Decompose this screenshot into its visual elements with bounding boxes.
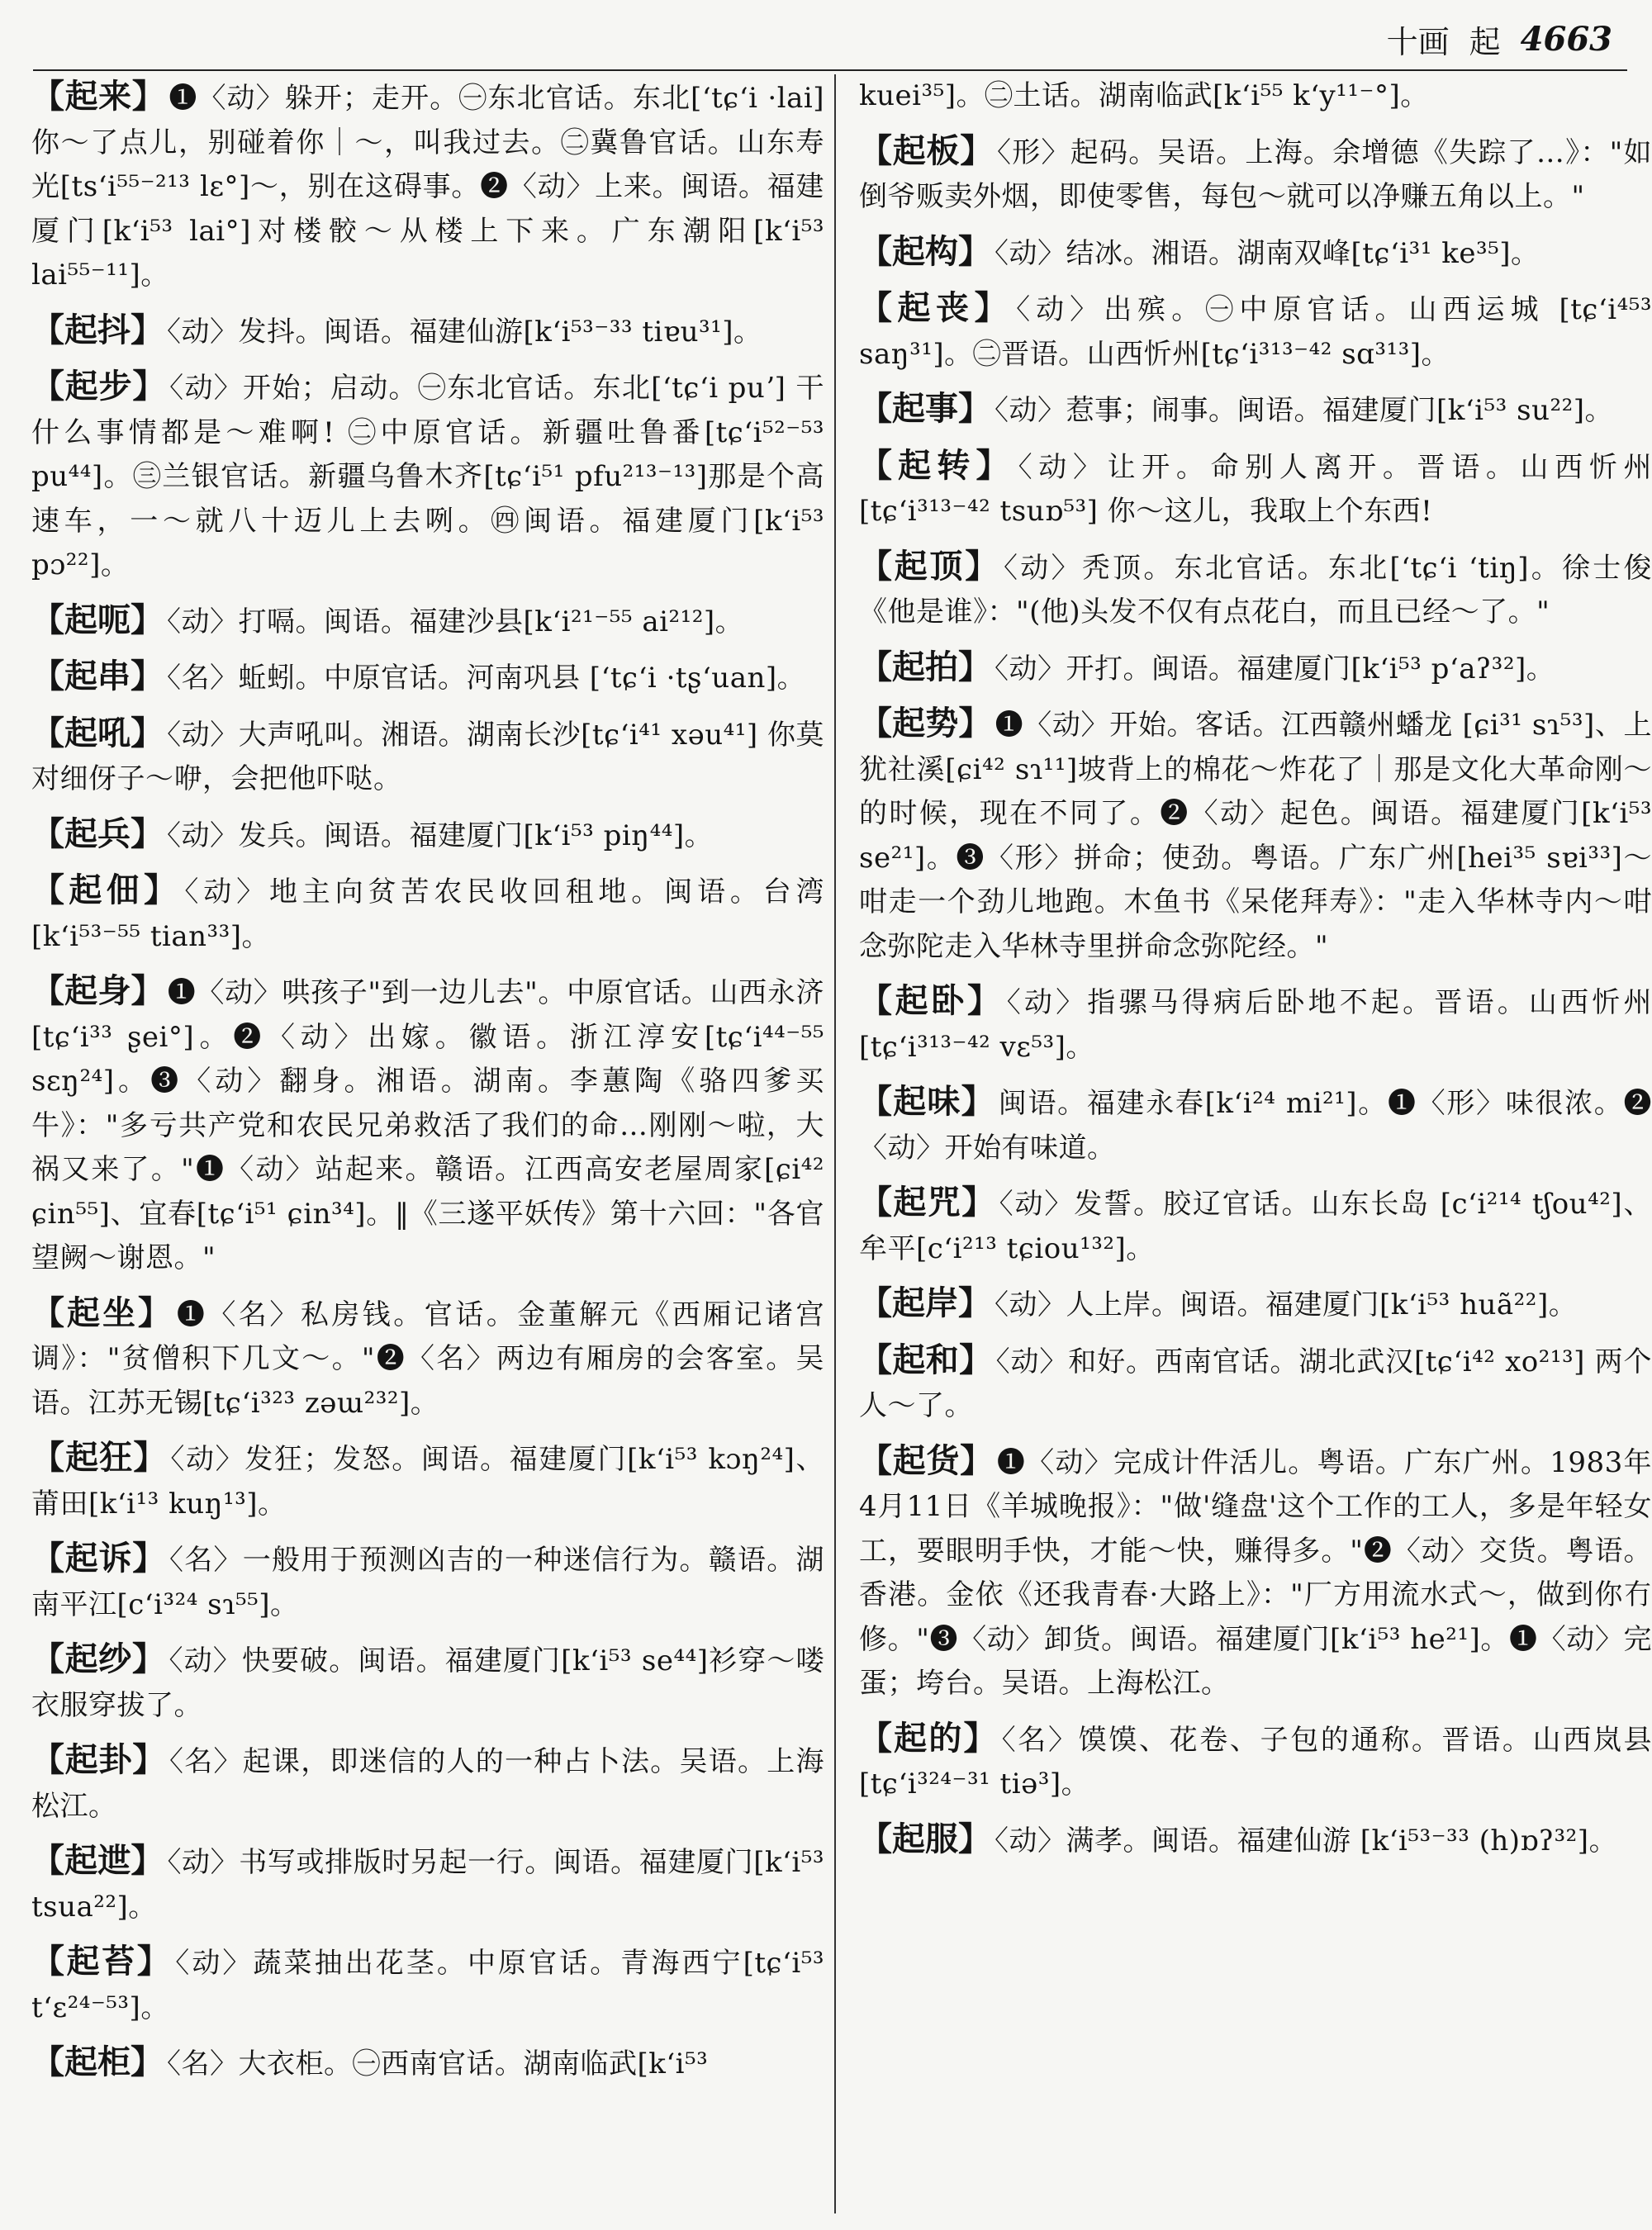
entry-definition: 〈动〉开打。闽语。福建厦门[kʻi⁵³ pʻaʔ³²]。: [995, 652, 1555, 686]
dictionary-entry: [31, 1939, 824, 2030]
entry-definition: 〈动〉秃顶。东北官话。东北[ʻtɕʻi ʻtiŋ]。徐士俊《他是谁》："(他)头发不仅有点花白，而且已经～了。": [859, 551, 1652, 629]
entry-headword: 【起和】: [859, 1340, 993, 1379]
entry-definition: ❶〈名〉私房钱。官话。金董解元《西厢记诸宫调》："贫僧积下几文～。"❷〈名〉两边有厢房的会客室。吴语。江苏无锡[tɕʻi³²³ zəɯ²³²]。: [31, 1298, 825, 1420]
entry-headword: 【起顶】: [859, 546, 1001, 586]
dictionary-entry: [31, 74, 824, 298]
entry-headword: 【起柜】: [31, 2043, 164, 2081]
dictionary-entry: [31, 308, 824, 355]
dictionary-entry: [859, 1281, 1652, 1328]
entry-headword: 【起呃】: [31, 600, 164, 639]
entry-definition: ❶〈动〉开始。客话。江西赣州蟠龙 [ɕi³¹ sɿ⁵³]、上犹社溪[ɕi⁴² sɿ¹¹]坡背上的棉花～炸花了｜那是文化大革命刚～的时候，现在不同了。❷〈动〉起色。闽语。福建厦门[kʻi⁵³ se²¹]。❸〈形〉拼命；使劲。粤语。广东广州[hei³⁵ sɐi³³]～咁走一个劲儿地跑。木鱼书《呆佬拜寿》："走入华林寺内～咁念弥陀走入华林寺里拼命念弥陀经。": [859, 709, 1652, 963]
entry-definition: ❶〈动〉躲开；走开。㊀东北官话。东北[ʻtɕʻi ·lai] 你～了点儿，别碰着你｜～，叫我过去。㊁冀鲁官话。山东寿光[tsʻi⁵⁵⁻²¹³ lɛ°]～，别在这碍事。❷〈动〉上来。闽语。福建厦门[kʻi⁵³ lai°]对楼骹～从楼上下来。广东潮阳[kʻi⁵³ lai⁵⁵⁻¹¹]。: [31, 82, 824, 292]
entry-headword: 【起的】: [859, 1718, 999, 1758]
entry-headword: 【起咒】: [859, 1183, 996, 1222]
entry-headword: 【起服】: [859, 1819, 991, 1858]
dictionary-entry: [859, 701, 1652, 969]
entry-headword: 【起坐】: [31, 1293, 173, 1332]
entry-headword: 【起吼】: [31, 713, 164, 752]
column-divider: [834, 74, 836, 2213]
entry-headword: 【起势】: [859, 704, 992, 743]
dictionary-entry: [31, 711, 824, 802]
dictionary-entry: [31, 598, 824, 645]
entry-headword: 【起板】: [859, 130, 995, 170]
entry-headword: 【起抖】: [31, 310, 164, 349]
entry-headword: 【起构】: [859, 231, 991, 271]
entry-headword: 【起拍】: [859, 647, 991, 686]
entry-definition: ❶〈动〉哄孩子"到一边儿去"。中原官话。山西永济[tɕʻi³³ ʂei°]。❷〈动〉出嫁。徽语。浙江淳安[tɕʻi⁴⁴⁻⁵⁵ sɛŋ²⁴]。❸〈动〉翻身。湘语。湖南。李蕙陶《骆四爹买牛》："多亏共产党和农民兄弟救活了我们的命…刚刚～啦，大祸又来了。"❶〈动〉站起来。赣语。江西高安老屋周家[ɕi⁴² ɕin⁵⁵]、宜春[tɕʻi⁵¹ ɕin³⁴]。‖《三遂平妖传》第十六回："各官望阙～谢恩。": [31, 976, 824, 1274]
entry-definition: 〈形〉起码。吴语。上海。余增德《失踪了…》："如倒爷贩卖外烟，即使零售，每包～就可以净赚五角以上。": [859, 135, 1652, 213]
dictionary-entry: [31, 2040, 824, 2087]
entry-definition: 〈动〉惹事；闹事。闽语。福建厦门[kʻi⁵³ su²²]。: [995, 394, 1613, 427]
dictionary-entry: [859, 979, 1652, 1070]
dictionary-entry: [859, 1079, 1652, 1170]
page-header: [1387, 10, 1612, 68]
entry-definition: 〈动〉指骡马得病后卧地不起。晋语。山西忻州[tɕʻi³¹³⁻⁴² vɛ⁵³]。: [859, 986, 1652, 1064]
dictionary-entry: [31, 1291, 824, 1426]
dictionary-entry: [859, 1180, 1652, 1271]
entry-definition: 闽语。福建永春[kʻi²⁴ mi²¹]。❶〈形〉味很浓。❷〈动〉开始有味道。: [859, 1087, 1652, 1165]
dictionary-entry: [31, 654, 824, 701]
dictionary-entry: [31, 1536, 824, 1627]
entry-definition: 〈动〉开始；启动。㊀东北官话。东北[ʻtɕʻi puʼ] 干什么事情都是～难啊! ㊁中原官话。新疆吐鲁番[tɕʻi⁵²⁻⁵³ pu⁴⁴]。㊂兰银官话。新疆乌鲁木齐[tɕʻi⁵¹ pfu²¹³⁻¹³]那是个高速车，一～就八十迈儿上去咧。㊃闽语。福建厦门[kʻi⁵³ pɔ²²]。: [31, 372, 825, 581]
dictionary-entry: [31, 969, 824, 1281]
entry-headword: 【起丧】: [859, 288, 1014, 327]
dictionary-entry: [859, 1817, 1652, 1864]
entry-definition: 〈动〉结冰。湘语。湖南双峰[tɕʻi³¹ ke³⁵]。: [995, 236, 1540, 270]
radical-label: 起: [1469, 23, 1501, 60]
entry-definition: 〈动〉发誓。胶辽官话。山东长岛 [cʻi²¹⁴ tʃou⁴²]、牟平[cʻi²¹³ tɕiou¹³²]。: [859, 1188, 1652, 1265]
header-rule: [33, 69, 1627, 71]
entry-definition: 〈动〉发狂；发怒。闽语。福建厦门[kʻi⁵³ kɔŋ²⁴]、莆田[kʻi¹³ kuŋ¹³]。: [31, 1443, 824, 1521]
right-column: [859, 74, 1652, 1873]
entry-definition: 〈名〉蚯蚓。中原官话。河南巩县 [ʻtɕʻi ·tʂʻuan]。: [167, 662, 806, 695]
entry-definition: 〈动〉和好。西南官话。湖北武汉[tɕʻi⁴² xo²¹³] 两个人～了。: [859, 1345, 1652, 1422]
dictionary-entry: [31, 1738, 824, 1829]
dictionary-entry: [859, 1716, 1652, 1807]
dictionary-entry: [859, 230, 1652, 277]
dictionary-entry: [859, 129, 1652, 220]
dictionary-entry: [31, 868, 824, 959]
entry-headword: 【起味】: [859, 1082, 995, 1121]
entry-headword: 【起兵】: [31, 814, 164, 853]
entry-definition: 〈名〉大衣柜。㊀西南官话。湖南临武[kʻi⁵³: [167, 2047, 709, 2081]
entry-headword: 【起来】: [31, 77, 166, 116]
entry-headword: 【起狂】: [31, 1438, 168, 1477]
entry-definition: ❶〈动〉完成计件活儿。粤语。广东广州。1983年4月11日《羊城晚报》："做'缝盘'这个工作的工人，多是年轻女工，要眼明手快，才能～快，赚得多。"❷〈动〉交货。粤语。香港。金依《还我青春·大路上》："厂方用流水式～，做到你冇修。"❸〈动〉卸货。闽语。福建厦门[kʻi⁵³ he²¹]。❶〈动〉完蛋；垮台。吴语。上海松江。: [859, 1445, 1652, 1700]
entry-headword: 【起迣】: [31, 1841, 164, 1880]
entry-definition: 〈名〉一般用于预测凶吉的一种迷信行为。赣语。湖南平江[cʻi³²⁴ sɿ⁵⁵]。: [31, 1544, 824, 1621]
entry-headword: 【起货】: [859, 1440, 994, 1480]
entry-definition: 〈名〉馍馍、花卷、子包的通称。晋语。山西岚县 [tɕʻi³²⁴⁻³¹ tiə³]。: [859, 1723, 1652, 1801]
dictionary-entry: [859, 645, 1652, 692]
entry-definition: 〈动〉出殡。㊀中原官话。山西运城 [tɕʻi⁴⁵³ saŋ³¹]。㊁晋语。山西忻州[tɕʻi³¹³⁻⁴² sɑ³¹³]。: [859, 293, 1652, 371]
dictionary-entry: [31, 812, 824, 859]
dictionary-entry: [859, 387, 1652, 434]
left-column: [31, 74, 824, 2097]
dictionary-entry: [31, 364, 824, 588]
entry-definition: 〈动〉发抖。闽语。福建仙游[kʻi⁵³⁻³³ tiɐu³¹]。: [167, 315, 762, 349]
entry-headword: 【起转】: [859, 445, 1015, 485]
entry-headword: 【起纱】: [31, 1639, 166, 1678]
entry-definition: 〈动〉快要破。闽语。福建厦门[kʻi⁵³ se⁴⁴]衫穿～喽衣服穿拔了。: [31, 1644, 824, 1722]
entry-headword: 【起身】: [31, 971, 164, 1010]
dictionary-entry: [859, 74, 1652, 119]
dictionary-entry: [859, 544, 1652, 635]
entry-headword: 【起佃】: [31, 871, 182, 909]
entry-definition: 〈动〉书写或排版时另起一行。闽语。福建厦门[kʻi⁵³ tsua²²]。: [31, 1846, 825, 1924]
dictionary-entry: [859, 444, 1652, 534]
entry-definition: 〈动〉打嗝。闽语。福建沙县[kʻi²¹⁻⁵⁵ ai²¹²]。: [167, 605, 744, 638]
entry-headword: 【起卧】: [859, 981, 1004, 1020]
dictionary-entry: [31, 1435, 824, 1526]
dictionary-entry: [859, 1338, 1652, 1429]
dictionary-entry: [31, 1839, 824, 1929]
entry-headword: 【起卦】: [31, 1740, 166, 1779]
entry-headword: 【起诉】: [31, 1539, 166, 1578]
entry-definition: 〈动〉发兵。闽语。福建厦门[kʻi⁵³ piŋ⁴⁴]。: [167, 818, 714, 852]
entry-definition: 〈动〉人上岸。闽语。福建厦门[kʻi⁵³ huã²²]。: [995, 1288, 1578, 1321]
dictionary-entry: [31, 1637, 824, 1728]
entry-definition: 〈动〉满孝。闽语。福建仙游 [kʻi⁵³⁻³³ (h)ɒʔ³²]。: [995, 1824, 1618, 1858]
entry-headword: 【起串】: [31, 657, 164, 695]
entry-definition: 〈动〉大声吼叫。湘语。湖南长沙[tɕʻi⁴¹ xəu⁴¹] 你莫对细伢子～咿，会把他吓哒。: [31, 718, 824, 795]
stroke-count-label: 十画: [1386, 23, 1450, 60]
entry-headword: 【起岸】: [859, 1283, 991, 1322]
entry-headword: 【起步】: [31, 367, 167, 406]
entry-headword: 【起苔】: [31, 1942, 173, 1981]
entry-definition: 〈动〉让开。命别人离开。晋语。山西忻州[tɕʻi³¹³⁻⁴² tsuɒ⁵³] 你～这儿，我取上个东西!: [859, 450, 1652, 528]
entry-definition: 〈动〉地主向贫苦农民收回租地。闽语。台湾[kʻi⁵³⁻⁵⁵ tian³³]。: [31, 875, 825, 953]
entry-headword: 【起事】: [859, 389, 991, 428]
entry-definition: kuei³⁵]。㊁土话。湖南临武[kʻi⁵⁵ kʻy¹¹⁻°]。: [859, 79, 1429, 112]
entry-definition: 〈名〉起课，即迷信的人的一种占卜法。吴语。上海松江。: [31, 1745, 824, 1823]
dictionary-entry: [859, 1439, 1652, 1706]
page-number: 4663: [1520, 19, 1612, 59]
entry-definition: 〈动〉蔬菜抽出花茎。中原官话。青海西宁[tɕʻi⁵³ tʻɛ²⁴⁻⁵³]。: [31, 1947, 824, 2024]
dictionary-entry: [859, 286, 1652, 377]
